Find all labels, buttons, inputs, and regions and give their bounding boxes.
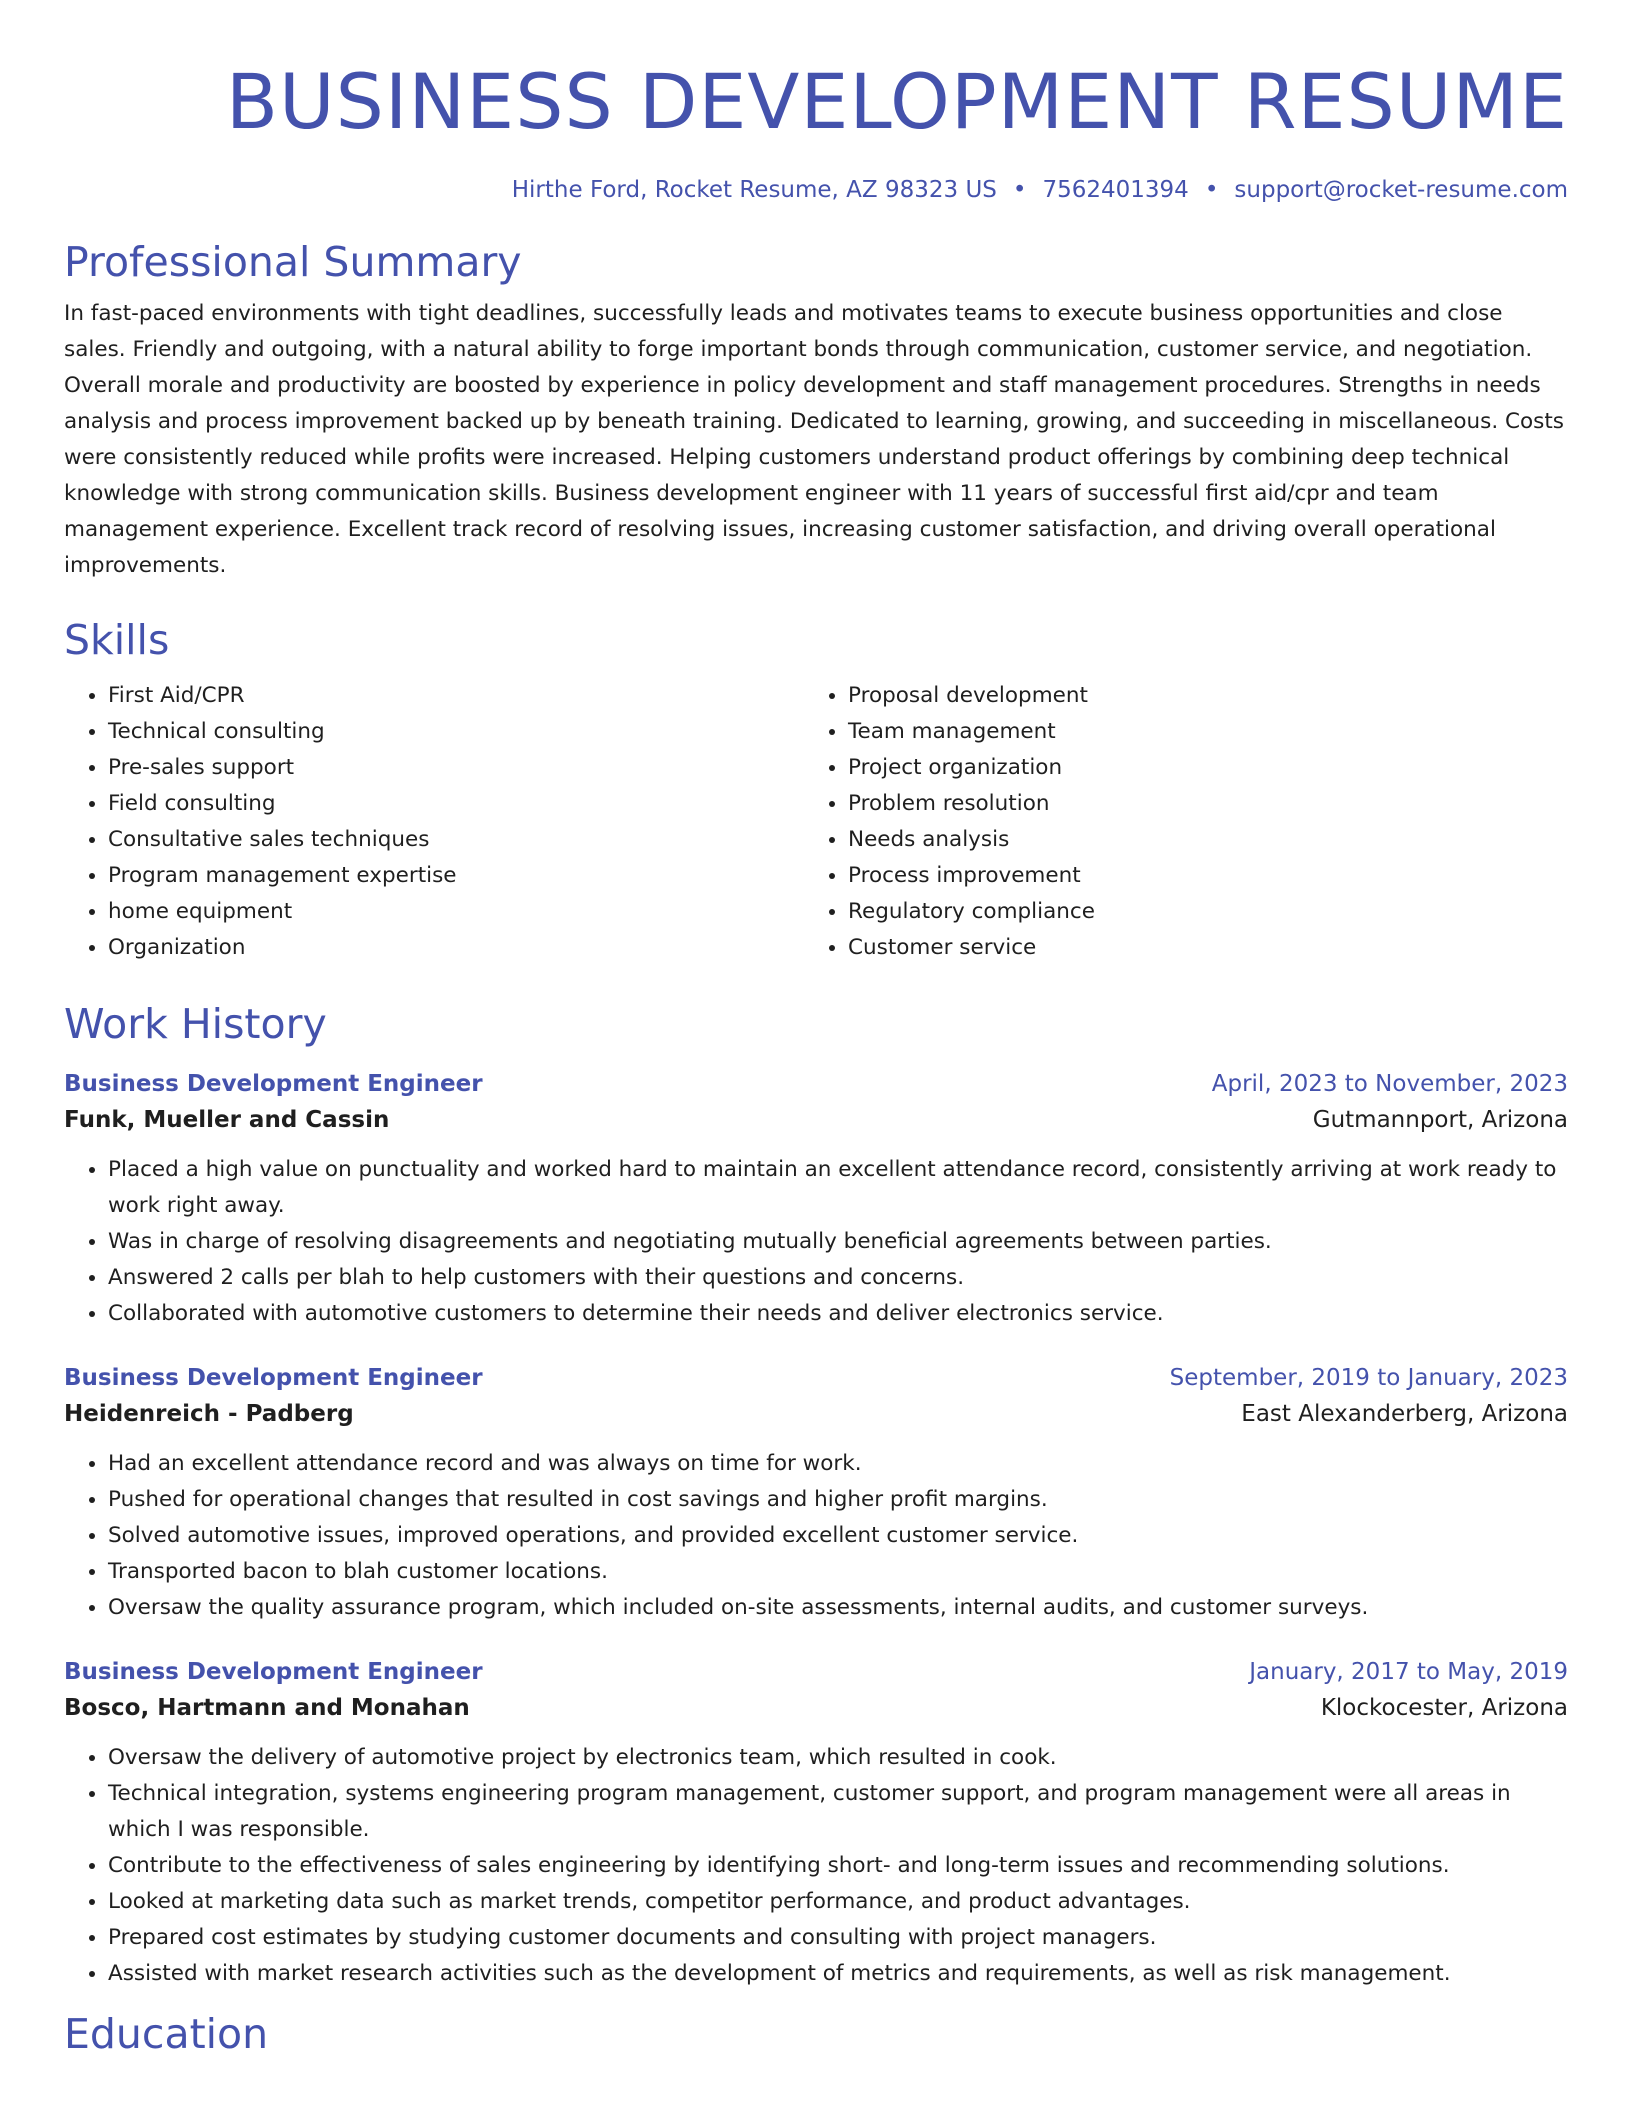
skill-item: • Customer service [848, 930, 1564, 966]
job-bullet: • Contribute to the effectiveness of sales engineering by identifying short- and long-term issues and recommending solutions. [108, 1848, 1568, 1884]
skill-item: • Program management expertise [108, 858, 804, 894]
skill-item: • Organization [108, 930, 804, 966]
contact-email: support@rocket-resume.com [1234, 177, 1568, 203]
job-bullet: • Looked at marketing data such as market trends, competitor performance, and product advantages. [108, 1884, 1568, 1920]
job-role: Business Development Engineer [64, 1071, 483, 1097]
job-bullet: • Solved automotive issues, improved operations, and provided excellent customer service. [108, 1518, 1568, 1554]
job-bullet: • Was in charge of resolving disagreements and negotiating mutually beneficial agreements between parties. [108, 1224, 1568, 1260]
job-company: Heidenreich - Padberg [64, 1401, 354, 1427]
job-role: Business Development Engineer [64, 1659, 483, 1685]
skill-item: • Needs analysis [848, 822, 1564, 858]
skill-item: • Proposal development [848, 678, 1564, 714]
job-header-row [64, 1654, 1568, 1690]
skill-item: • Regulatory compliance [848, 894, 1564, 930]
resume-title: BUSINESS DEVELOPMENT RESUME [225, 57, 1568, 146]
skill-item: • Field consulting [108, 786, 804, 822]
job-bullet: • Assisted with market research activities such as the development of metrics and requirements, as well as risk management. [108, 1956, 1568, 1992]
job-bullets [64, 1152, 1568, 1332]
skill-item: • Consultative sales techniques [108, 822, 804, 858]
summary-text: In fast-paced environments with tight deadlines, successfully leads and motivates teams to execute business opportunities and close sales. Friendly and outgoing, with a natural ability to forge important bonds through communication, customer service, and negotiation. Overall morale and productivity are boosted by experience in policy development and staff management procedures. Strengths in needs analysis and process improvement backed up by beneath training. Dedicated to learning, growing, and succeeding in miscellaneous. Costs were consistently reduced while profits were increased. Helping customers understand product offerings by combining deep technical knowledge with strong communication skills. Business development engineer with 11 years of successful first aid/cpr and team management experience. Excellent track record of resolving issues, increasing customer satisfaction, and driving overall operational improvements. [64, 301, 1564, 578]
job-dates: January, 2017 to May, 2019 [1249, 1659, 1568, 1685]
contact-separator: • [1204, 177, 1219, 203]
skill-item: • Problem resolution [848, 786, 1564, 822]
skills-list [64, 678, 1568, 966]
job-bullet: • Technical integration, systems engineering program management, customer support, and program management were all areas in which I was responsible. [108, 1776, 1568, 1848]
job-location: Gutmannport, Arizona [1312, 1107, 1568, 1133]
contact-separator: • [1012, 177, 1027, 203]
job-header-row [64, 1066, 1568, 1102]
contact-phone: 7562401394 [1042, 177, 1189, 203]
skills-column-right [804, 678, 1564, 966]
job-bullet: • Oversaw the delivery of automotive project by electronics team, which resulted in cook. [108, 1740, 1568, 1776]
contact-line [64, 174, 1568, 206]
job-location: Klockocester, Arizona [1320, 1695, 1568, 1721]
contact-address: Hirthe Ford, Rocket Resume, AZ 98323 US [511, 177, 997, 203]
skills-heading: Skills [64, 616, 170, 664]
job-bullet: • Placed a high value on punctuality and worked hard to maintain an excellent attendance record, consistently arriving at work ready to work right away. [108, 1152, 1568, 1224]
job-bullet: • Prepared cost estimates by studying customer documents and consulting with project managers. [108, 1920, 1568, 1956]
job-bullet: • Collaborated with automotive customers to determine their needs and deliver electronics service. [108, 1296, 1568, 1332]
job-header-row [64, 1360, 1568, 1396]
skills-column-left [64, 678, 804, 966]
skill-item: • home equipment [108, 894, 804, 930]
job-location: East Alexanderberg, Arizona [1241, 1401, 1568, 1427]
job-company-row [64, 1690, 1568, 1726]
job-bullet: • Had an excellent attendance record and was always on time for work. [108, 1446, 1568, 1482]
skill-item: • Project organization [848, 750, 1564, 786]
job-dates: April, 2023 to November, 2023 [1211, 1071, 1568, 1097]
skill-item: • Team management [848, 714, 1564, 750]
job-company: Funk, Mueller and Cassin [64, 1107, 390, 1133]
skill-item: • Process improvement [848, 858, 1564, 894]
work-history-heading: Work History [64, 1000, 327, 1048]
skill-item: • First Aid/CPR [108, 678, 804, 714]
job-entry [64, 1066, 1568, 1332]
job-bullet: • Answered 2 calls per blah to help customers with their questions and concerns. [108, 1260, 1568, 1296]
job-company-row [64, 1396, 1568, 1432]
job-bullets [64, 1446, 1568, 1626]
education-heading: Education [64, 2010, 269, 2058]
job-bullet: • Oversaw the quality assurance program, which included on-site assessments, internal audits, and customer surveys. [108, 1590, 1568, 1626]
job-entry [64, 1360, 1568, 1626]
skill-item: • Technical consulting [108, 714, 804, 750]
job-entry [64, 1654, 1568, 1992]
job-company: Bosco, Hartmann and Monahan [64, 1695, 470, 1721]
job-role: Business Development Engineer [64, 1365, 483, 1391]
job-dates: September, 2019 to January, 2023 [1169, 1365, 1568, 1391]
job-bullet: • Pushed for operational changes that resulted in cost savings and higher profit margins. [108, 1482, 1568, 1518]
job-bullets [64, 1740, 1568, 1992]
job-company-row [64, 1102, 1568, 1138]
summary-heading: Professional Summary [64, 238, 522, 286]
job-bullet: • Transported bacon to blah customer locations. [108, 1554, 1568, 1590]
skill-item: • Pre-sales support [108, 750, 804, 786]
